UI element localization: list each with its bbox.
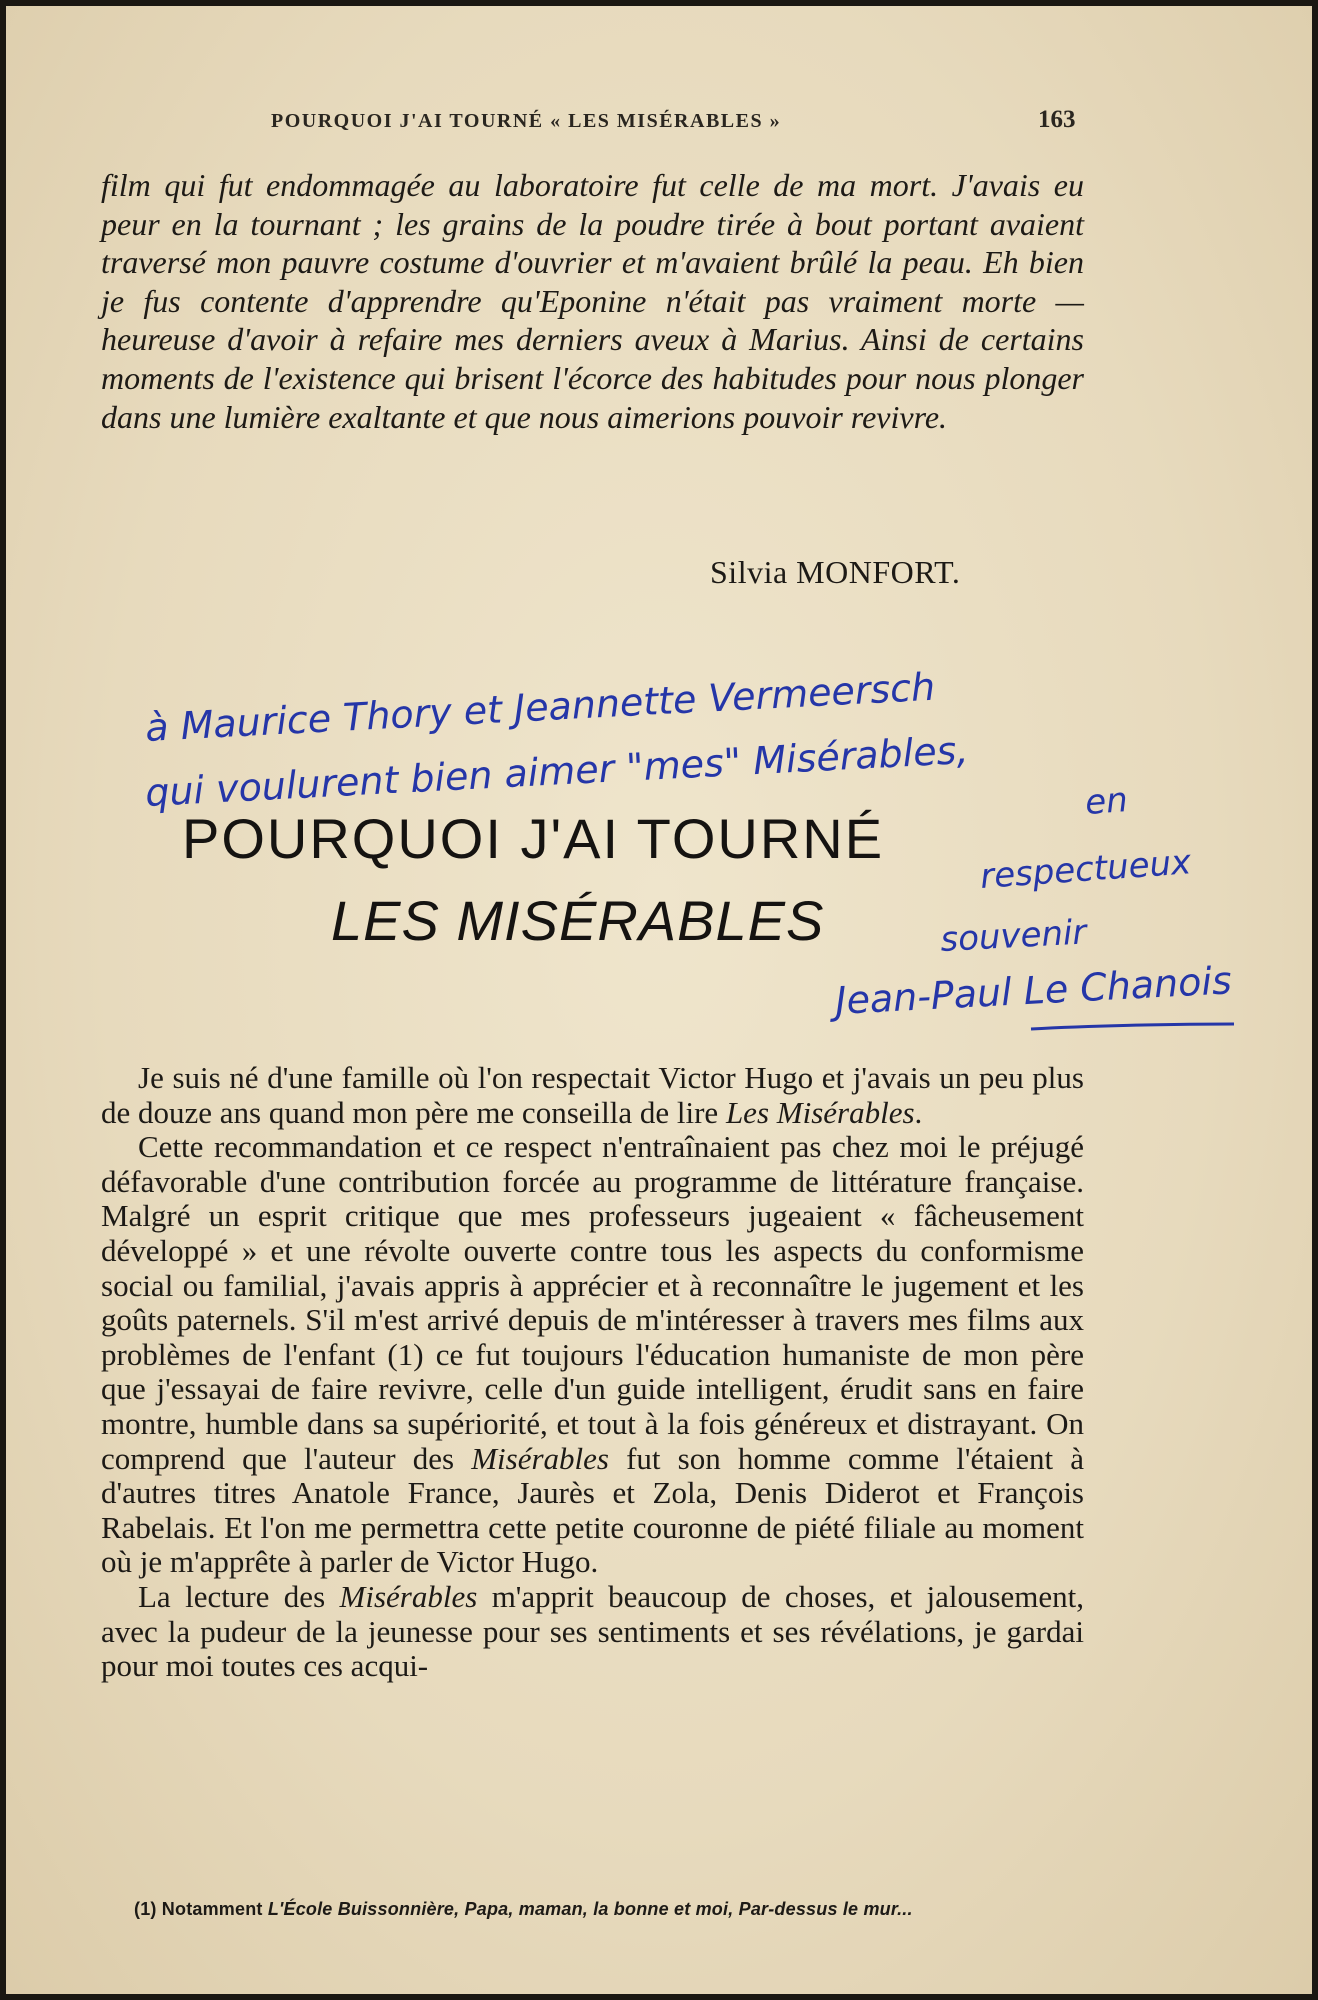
article-title-italic: LES MISÉRABLES — [331, 889, 825, 952]
signature-underline — [1031, 1024, 1234, 1029]
inscription-line-1: à Maurice Thory et Jeannette Vermeersch — [144, 664, 937, 750]
running-head: POURQUOI J'AI TOURNÉ « LES MISÉRABLES » — [271, 110, 782, 132]
article-title: POURQUOI J'AI TOURNÉ — [182, 807, 885, 870]
book-page — [6, 6, 1312, 1994]
preceding-paragraph: film qui fut endommagée au laboratoire fut celle de ma mort. J'avais eu peur en la tournant ; les grains de la poudre tirée à bout portant avaient traversé mon pauvre costume d'ouvrier et m'avaient brûlé la peau. Eh bien je fus contente d'apprendre qu'Eponine n'était pas vraiment morte — heureuse d'avoir à refaire mes derniers aveux à Marius. Ainsi de certains moments de l'existence qui brisent l'écorce des habitudes pour nous plonger dans une lumière exaltante et que nous aimerions pouvoir revivre. — [101, 167, 1084, 435]
inscription-line-3: en — [1083, 780, 1129, 823]
inscription-line-2: qui voulurent bien aimer "mes" Misérables, — [144, 727, 970, 815]
preceding-article-text — [101, 166, 1084, 436]
page-number: 163 — [1038, 106, 1076, 133]
body-paragraph-1: Je suis né d'une famille où l'on respectait Victor Hugo et j'avais un peu plus de douze ans quand mon père me conseilla de lire Les Misérables. — [101, 1060, 1084, 1130]
body-paragraph-2: Cette recommandation et ce respect n'entraînaient pas chez moi le préjugé défavorable d'une contribution forcée au programme de littérature française. Malgré un esprit critique que mes professeurs jugeaient « fâcheusement développé » et une révolte ouverte contre tous les aspects du conformisme social ou familial, j'avais appris à apprécier et à reconnaître le jugement et les goûts paternels. S'il m'est arrivé depuis de m'intéresser à travers mes films aux problèmes de l'enfant (1) ce fut toujours l'éducation humaniste de mon père que j'essayai de faire revivre, celle d'un guide intelligent, érudit sans en faire montre, humble dans sa supériorité, et tout à la fois généreux et distrayant. On comprend que l'auteur des Misérables fut son homme comme l'étaient à d'autres titres Anatole France, Jaurès et Zola, Denis Diderot et François Rabelais. Et l'on me permettra cette petite couronne de piété filiale au moment où je m'apprête à parler de Victor Hugo. — [101, 1129, 1084, 1580]
inscription-line-4: respectueux — [978, 842, 1193, 897]
body-paragraph-3: La lecture des Misérables m'apprit beaucoup de choses, et jalousement, avec la pudeur de la jeunesse pour ses sentiments et ses révélations, je gardai pour moi toutes ces acqui- — [101, 1578, 1084, 1684]
inscription-line-6: Jean-Paul Le Chanois — [834, 958, 1233, 1023]
inscription-line-5: souvenir — [939, 912, 1088, 960]
footnote: (1) Notamment L'École Buissonnière, Papa, maman, la bonne et moi, Par-dessus le mur... — [134, 1899, 913, 1919]
author-signature: Silvia MONFORT. — [710, 554, 961, 590]
article-body — [101, 1061, 1084, 1684]
